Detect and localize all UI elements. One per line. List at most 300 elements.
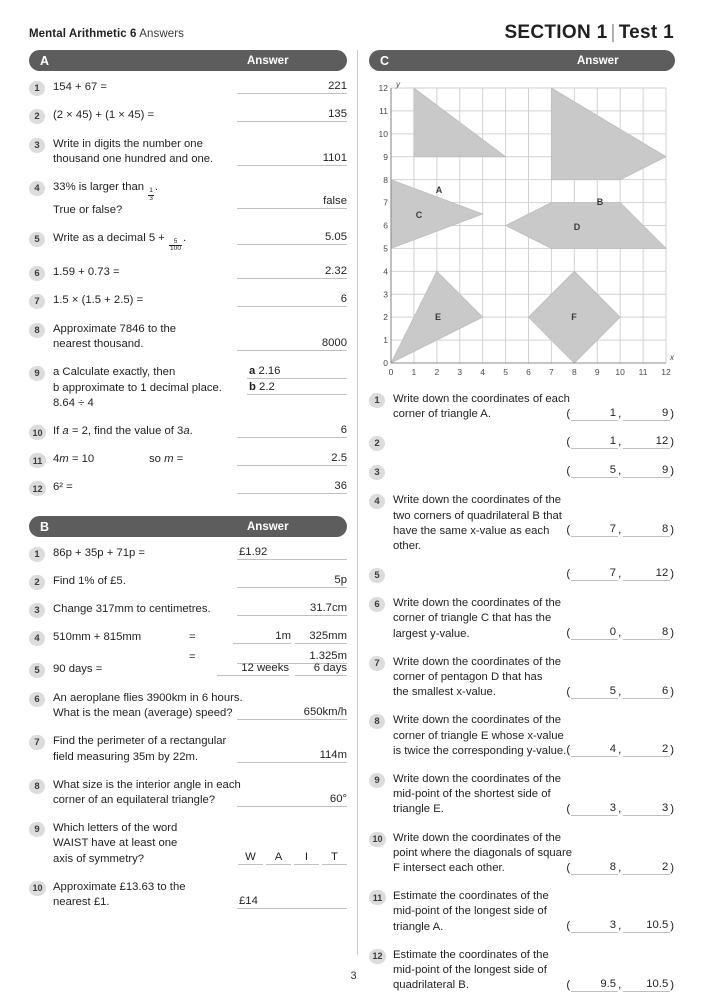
paren-open: ( <box>566 627 571 640</box>
question-line-b: b approximate to 1 decimal place. <box>53 381 222 394</box>
variable-a: a <box>62 425 69 437</box>
answer-field-millimetres[interactable]: 325mm <box>295 630 347 644</box>
answer-field-b[interactable] <box>247 381 347 395</box>
question-row <box>29 293 347 309</box>
question-line: Write down the coordinates of the <box>393 494 562 507</box>
y-coordinate-field[interactable]: 8 <box>623 523 670 537</box>
question-line: Write down the coordinates of the <box>393 655 562 668</box>
question-text <box>53 180 248 217</box>
ytick-2: 2 <box>383 312 388 323</box>
question-row <box>29 322 347 352</box>
coord-comma: , <box>618 744 622 757</box>
page-title <box>29 28 184 40</box>
question-line: two corners of quadrilateral B that <box>393 509 562 522</box>
section-label: SECTION 1 <box>504 22 608 43</box>
paren-open: ( <box>566 568 571 581</box>
answer-letter-t[interactable]: T <box>322 851 347 865</box>
question-text <box>393 772 573 818</box>
question-number: 8 <box>29 323 45 338</box>
variable-m: m <box>59 453 69 465</box>
ytick-6: 6 <box>383 220 388 231</box>
answer-field-combined[interactable]: 1.325m <box>237 650 347 664</box>
question-row <box>29 630 347 663</box>
answer-field[interactable]: 2.5 <box>237 452 347 466</box>
question-line: quadrilateral B. <box>393 979 469 992</box>
question-line: Write down the coordinates of the <box>393 831 562 844</box>
question-number: 12 <box>29 481 46 496</box>
question-row <box>29 452 347 468</box>
section-c-letter: C <box>380 53 390 68</box>
section-a-letter: A <box>40 53 50 68</box>
left-column <box>29 50 347 910</box>
shape-label-d: D <box>573 222 581 232</box>
question-number: 4 <box>29 631 45 646</box>
question-row <box>29 80 347 96</box>
coordinate-answer[interactable] <box>566 523 675 537</box>
coord-comma: , <box>618 861 622 874</box>
y-coordinate-field[interactable]: 10.5 <box>623 919 670 933</box>
coordinate-grid-svg <box>369 78 675 378</box>
coordinate-answer[interactable] <box>566 626 675 640</box>
question-line: corner of triangle E whose x-value <box>393 729 564 742</box>
coordinate-answer[interactable] <box>566 802 675 816</box>
y-coordinate-field[interactable]: 9 <box>623 464 670 478</box>
question-line: mid-point of the shortest side of <box>393 788 551 801</box>
xtick-0: 0 <box>388 367 394 377</box>
question-number: 6 <box>29 266 45 281</box>
section-test-label <box>504 22 674 44</box>
paren-close: ) <box>670 408 674 420</box>
answer-field[interactable]: 114m <box>237 749 347 763</box>
section-c-header <box>369 50 675 71</box>
coord-comma: , <box>618 408 622 420</box>
question-line: Write down the coordinates of each <box>393 393 570 405</box>
ytick-3: 3 <box>383 289 388 300</box>
question-number: 2 <box>29 109 45 124</box>
page-title-bold: Mental Arithmetic 6 <box>29 28 137 40</box>
answer-field-weeks[interactable]: 12 weeks <box>217 662 289 676</box>
answer-field[interactable]: 31.7cm <box>237 602 347 616</box>
xtick-6: 6 <box>526 367 531 377</box>
coord-comma: , <box>618 627 622 640</box>
ytick-9: 9 <box>383 151 388 162</box>
question-text: 1.59 + 0.73 = <box>53 265 120 278</box>
question-number: 11 <box>369 890 386 905</box>
equals-sign-2: = <box>189 651 196 663</box>
question-row <box>369 392 675 422</box>
question-row <box>369 596 675 642</box>
question-text-pre: Write as a decimal 5 + <box>53 231 169 244</box>
ytick-12: 12 <box>378 83 388 94</box>
question-line: the smallest x-value. <box>393 686 496 699</box>
question-text: An aeroplane flies 3900km in 6 hours. What is the mean (average) speed? <box>53 692 243 720</box>
y-coordinate-field[interactable]: 6 <box>623 685 670 699</box>
x-coordinate-field[interactable]: 3 <box>571 919 618 933</box>
question-row <box>29 574 347 590</box>
question-text: (2 × 45) + (1 × 45) = <box>53 109 155 121</box>
y-coordinate-field[interactable]: 9 <box>623 407 670 421</box>
answer-field[interactable]: 135 <box>237 108 347 122</box>
question-text <box>393 889 573 935</box>
question-row <box>369 464 675 480</box>
answer-field[interactable]: 5.05 <box>237 231 347 245</box>
paren-open: ( <box>566 920 571 933</box>
paren-open: ( <box>566 408 571 420</box>
question-number: 3 <box>369 465 385 480</box>
paren-open: ( <box>566 744 571 757</box>
paren-close: ) <box>670 465 674 478</box>
question-text: Approximate £13.63 to the nearest £1. <box>53 880 186 909</box>
question-line: triangle E. <box>393 803 444 816</box>
question-line-a: a Calculate exactly, then <box>53 366 176 379</box>
xtick-1: 1 <box>411 367 417 377</box>
xtick-7: 7 <box>549 367 554 377</box>
xtick-10: 10 <box>615 367 625 377</box>
question-text-pre: 4 <box>53 453 60 465</box>
question-line: Estimate the coordinates of the <box>393 948 549 961</box>
question-text: 154 + 67 = <box>53 81 108 93</box>
section-a-answer-header: Answer <box>247 54 289 67</box>
coord-comma: , <box>618 803 622 816</box>
question-row <box>29 602 347 618</box>
x-coordinate-field[interactable]: 9.5 <box>571 978 618 992</box>
question-line: corner of triangle C that has the <box>393 612 552 625</box>
question-row <box>369 713 675 759</box>
xtick-8: 8 <box>571 367 577 377</box>
paren-close: ) <box>670 436 674 449</box>
coordinate-answer[interactable] <box>566 685 675 699</box>
ytick-7: 7 <box>383 197 388 208</box>
question-row <box>29 265 347 281</box>
question-row <box>29 821 347 867</box>
answer-value-a: 2.16 <box>258 365 281 378</box>
question-text: Find 1% of £5. <box>53 575 126 587</box>
page-number: 3 <box>350 970 357 982</box>
question-line: Estimate the coordinates of the <box>393 890 549 903</box>
section-b-letter: B <box>40 519 50 534</box>
question-text <box>393 713 578 759</box>
question-number: 1 <box>369 393 385 408</box>
answer-field-metres[interactable]: 1m <box>233 630 291 644</box>
question-line: corner of pentagon D that has <box>393 671 543 684</box>
right-column <box>369 50 675 993</box>
answer-field[interactable]: 1101 <box>237 152 347 166</box>
question-number: 4 <box>29 181 45 196</box>
x-axis-label: x <box>670 353 674 362</box>
question-line: have the same x-value as each other. <box>393 524 550 553</box>
shape-label-a: A <box>435 185 443 195</box>
paren-close: ) <box>670 568 674 581</box>
xtick-12: 12 <box>661 367 671 377</box>
question-row <box>369 493 675 554</box>
question-number: 4 <box>369 494 385 509</box>
question-number: 9 <box>29 366 45 381</box>
answer-field[interactable]: 36 <box>237 480 347 494</box>
question-text: Approximate 7846 to the nearest thousand. <box>53 322 177 351</box>
coordinate-answer[interactable] <box>566 407 675 421</box>
question-text-line2: True or false? <box>53 203 123 216</box>
xtick-9: 9 <box>594 367 600 377</box>
question-line-c: 8.64 ÷ 4 <box>53 396 94 409</box>
y-coordinate-field[interactable]: 10.5 <box>623 978 670 992</box>
x-coordinate-field[interactable]: 5 <box>571 464 618 478</box>
question-number: 1 <box>29 547 45 562</box>
question-row <box>29 880 347 910</box>
paren-open: ( <box>566 436 571 449</box>
answer-letter-i[interactable]: I <box>294 851 319 865</box>
question-text: Write in digits the number one thousand one hundred and one. <box>53 138 214 166</box>
question-line: mid-point of the longest side of <box>393 964 547 977</box>
coord-comma: , <box>618 465 622 478</box>
question-line: Write down the coordinates of the <box>393 714 562 727</box>
question-row <box>29 424 347 440</box>
coordinate-answer[interactable] <box>566 919 675 933</box>
xtick-11: 11 <box>638 367 648 377</box>
question-text-pre: If <box>53 425 63 437</box>
paren-open: ( <box>566 978 571 991</box>
question-number: 5 <box>29 663 45 678</box>
question-row <box>29 231 347 253</box>
answer-field[interactable]: 2.32 <box>237 265 347 279</box>
question-text: 510mm + 815mm <box>53 631 142 643</box>
question-number: 12 <box>369 949 386 964</box>
question-text: 90 days = <box>53 663 103 675</box>
fraction-five-hundredths: $\frac{5}{100}$ <box>170 237 182 253</box>
ytick-11: 11 <box>379 106 388 117</box>
question-number: 7 <box>29 735 45 750</box>
coordinate-answer[interactable] <box>566 567 675 581</box>
question-row <box>369 567 675 583</box>
coordinate-answer[interactable] <box>566 435 675 449</box>
paren-close: ) <box>670 861 674 874</box>
question-row <box>29 480 347 496</box>
answer-letter-w[interactable]: W <box>238 851 263 865</box>
question-number: 10 <box>29 425 46 440</box>
x-coordinate-field[interactable]: 1 <box>571 407 618 421</box>
question-row <box>29 108 347 124</box>
question-line: point where the diagonals of square <box>393 846 572 859</box>
question-number: 10 <box>29 881 46 896</box>
answer-label-a: a <box>249 365 256 378</box>
xtick-5: 5 <box>503 367 508 377</box>
paren-close: ) <box>670 685 674 698</box>
question-line: Write down the coordinates of the <box>393 773 562 786</box>
question-row <box>29 662 347 678</box>
paren-close: ) <box>670 524 674 537</box>
question-text: What size is the interior angle in each corner of an equilateral triangle? <box>53 778 241 807</box>
question-text-pre: 33% is larger than <box>53 181 148 194</box>
answer-field[interactable]: 60° <box>237 793 347 807</box>
question-text: 86p + 35p + 71p = <box>53 547 146 559</box>
question-text: Change 317mm to centimetres. <box>53 603 211 615</box>
question-number: 11 <box>29 453 46 468</box>
paren-close: ) <box>670 978 674 991</box>
question-text-mid: = 2, find the value of 3 <box>68 425 184 437</box>
question-number: 6 <box>29 692 45 707</box>
xtick-3: 3 <box>457 367 463 377</box>
answer-field[interactable]: 5p <box>237 574 347 588</box>
y-coordinate-field[interactable]: 3 <box>623 802 670 816</box>
question-text: 1.5 × (1.5 + 2.5) = <box>53 293 144 306</box>
question-row <box>29 691 347 721</box>
question-number: 2 <box>369 436 385 451</box>
ytick-8: 8 <box>383 174 388 185</box>
question-row <box>29 365 347 411</box>
section-c-answer-header: Answer <box>577 54 619 67</box>
paren-close: ) <box>670 627 674 640</box>
y-axis-label: y <box>396 80 400 89</box>
answer-field[interactable]: 221 <box>237 80 347 94</box>
question-text-post: . <box>189 425 193 437</box>
paren-open: ( <box>566 803 571 816</box>
coordinate-grid <box>369 78 675 378</box>
question-row <box>369 772 675 818</box>
shape-label-b: B <box>596 197 604 207</box>
test-label: Test 1 <box>618 22 674 43</box>
y-coordinate-field[interactable]: 2 <box>623 861 670 875</box>
paren-open: ( <box>566 861 571 874</box>
paren-open: ( <box>566 465 571 478</box>
answer-field-days[interactable]: 6 days <box>295 662 347 676</box>
paren-close: ) <box>670 920 674 933</box>
x-coordinate-field[interactable]: 7 <box>571 523 618 537</box>
question-line: largest y-value. <box>393 627 470 640</box>
variable-a2: a <box>183 425 190 437</box>
coord-comma: , <box>618 978 622 991</box>
question-row <box>29 734 347 764</box>
question-number: 8 <box>29 779 45 794</box>
so-label: so <box>149 453 165 465</box>
shape-label-c: C <box>415 210 423 220</box>
shape-label-e: E <box>434 312 442 322</box>
x-coordinate-field[interactable]: 0 <box>571 626 618 640</box>
answer-field[interactable]: 6 <box>237 424 347 438</box>
question-text <box>393 831 585 877</box>
coord-comma: , <box>618 568 622 581</box>
question-text <box>393 392 573 422</box>
question-row <box>29 137 347 167</box>
question-number: 9 <box>369 773 385 788</box>
question-number: 7 <box>369 656 385 671</box>
x-coordinate-field[interactable]: 3 <box>571 802 618 816</box>
x-coordinate-field[interactable]: 1 <box>571 435 618 449</box>
coordinate-answer[interactable] <box>566 743 675 757</box>
question-number: 7 <box>29 294 45 309</box>
question-text: Which letters of the word WAIST have at least one axis of symmetry? <box>53 822 178 865</box>
y-coordinate-field[interactable]: 2 <box>623 743 670 757</box>
answer-field[interactable]: false <box>237 195 347 209</box>
ytick-5: 5 <box>383 243 388 254</box>
question-text: Find the perimeter of a rectangular field measuring 35m by 22m. <box>53 735 227 763</box>
answer-value-b: 2.2 <box>259 381 275 394</box>
question-text <box>53 365 238 411</box>
x-coordinate-field[interactable]: 5 <box>571 685 618 699</box>
x-coordinate-field[interactable]: 7 <box>571 567 618 581</box>
question-number: 8 <box>369 714 385 729</box>
section-b-header <box>29 516 347 537</box>
question-text: 6² = <box>53 481 73 493</box>
question-number: 1 <box>29 81 45 96</box>
question-text <box>393 655 573 701</box>
y-coordinate-field[interactable]: 8 <box>623 626 670 640</box>
question-line: mid-point of the longest side of <box>393 905 547 918</box>
fraction-one-third: $\frac{1}{3}$ <box>149 187 153 202</box>
question-number: 2 <box>29 575 45 590</box>
ytick-1: 1 <box>383 335 388 346</box>
xtick-2: 2 <box>434 367 440 377</box>
variable-m2: m <box>164 453 174 465</box>
equals-label: = <box>173 453 184 465</box>
answer-label-b: b <box>249 381 256 394</box>
question-row <box>29 778 347 808</box>
answer-field[interactable]: 650km/h <box>237 706 347 720</box>
question-number: 9 <box>29 822 45 837</box>
coord-comma: , <box>618 685 622 698</box>
question-row <box>29 180 347 217</box>
question-line: triangle A. <box>393 920 444 933</box>
question-row <box>369 889 675 935</box>
question-row <box>29 546 347 562</box>
question-number: 3 <box>29 138 45 153</box>
coordinate-answer[interactable] <box>566 861 675 875</box>
x-coordinate-field[interactable]: 4 <box>571 743 618 757</box>
y-coordinate-field[interactable]: 12 <box>623 435 670 449</box>
question-row <box>369 831 675 877</box>
paren-close: ) <box>670 744 674 757</box>
equals-sign-1: = <box>189 631 196 643</box>
question-text <box>393 493 578 554</box>
question-line: Write down the coordinates of the <box>393 597 562 610</box>
paren-close: ) <box>670 803 674 816</box>
question-number: 10 <box>369 832 386 847</box>
xtick-4: 4 <box>480 367 486 377</box>
question-line: corner of triangle A. <box>393 408 491 421</box>
answer-field-a[interactable] <box>247 365 347 379</box>
paren-open: ( <box>566 685 571 698</box>
coord-comma: , <box>618 524 622 537</box>
section-a-header <box>29 50 347 71</box>
question-number: 5 <box>29 232 45 247</box>
column-divider <box>357 50 358 955</box>
question-row <box>369 435 675 451</box>
section-b-answer-header: Answer <box>247 520 289 533</box>
shape-label-f: F <box>571 312 577 322</box>
question-row <box>369 655 675 701</box>
answer-field[interactable]: £14 <box>237 895 347 909</box>
question-line: is twice the corresponding y-value. <box>393 744 567 757</box>
question-text-post: . <box>154 181 159 194</box>
coordinate-answer[interactable] <box>566 464 675 478</box>
question-number: 6 <box>369 597 385 612</box>
coord-comma: , <box>618 920 622 933</box>
shape-pentagon-d <box>506 203 666 249</box>
answer-field[interactable]: 6 <box>237 293 347 307</box>
paren-open: ( <box>566 524 571 537</box>
coord-comma: , <box>618 436 622 449</box>
y-coordinate-field[interactable]: 12 <box>623 567 670 581</box>
question-number: 3 <box>29 603 45 618</box>
question-text <box>393 596 573 642</box>
answer-field[interactable]: 8000 <box>237 337 347 351</box>
x-coordinate-field[interactable]: 8 <box>571 861 618 875</box>
answer-letter-a[interactable]: A <box>266 851 291 865</box>
question-text-post: . <box>183 231 187 244</box>
question-text-post: = 10 <box>68 453 95 465</box>
answer-field[interactable]: £1.92 <box>237 546 347 560</box>
section-separator: | <box>610 22 616 43</box>
ytick-0: 0 <box>383 358 388 368</box>
ytick-4: 4 <box>383 266 388 277</box>
